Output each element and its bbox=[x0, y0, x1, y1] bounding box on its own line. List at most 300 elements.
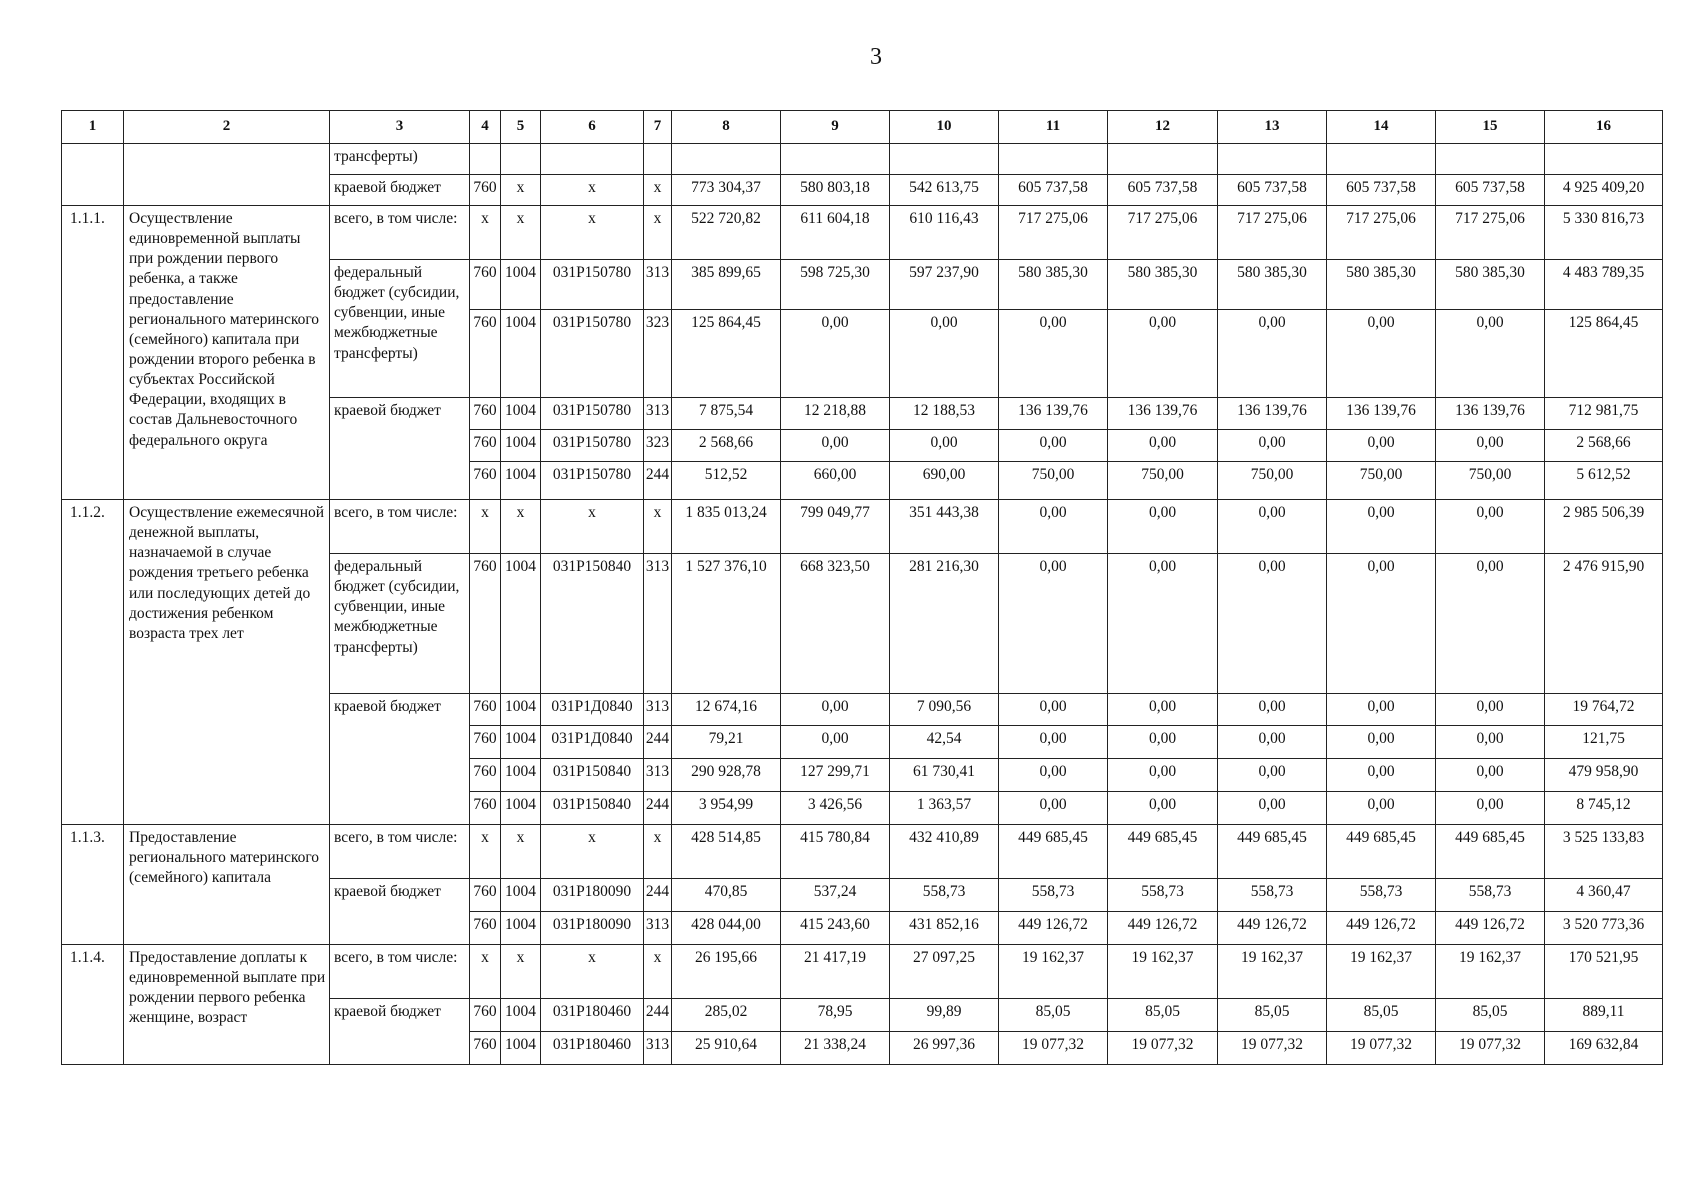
value-cell: 0,00 bbox=[781, 726, 890, 759]
source-cell: краевой бюджет bbox=[330, 694, 470, 825]
value-cell: 470,85 bbox=[672, 879, 781, 912]
value-cell: 0,00 bbox=[1108, 500, 1218, 554]
table-cell bbox=[541, 144, 644, 175]
value-cell: 0,00 bbox=[781, 310, 890, 398]
value-cell: 21 338,24 bbox=[781, 1032, 890, 1065]
source-cell: всего, в том числе: bbox=[330, 500, 470, 554]
column-header: 16 bbox=[1545, 111, 1663, 144]
value-cell: 660,00 bbox=[781, 462, 890, 500]
value-cell: 385 899,65 bbox=[672, 260, 781, 310]
source-cell: всего, в том числе: bbox=[330, 945, 470, 999]
value-cell: 750,00 bbox=[999, 462, 1108, 500]
code-cell: 760 bbox=[470, 726, 501, 759]
value-cell: 26 195,66 bbox=[672, 945, 781, 999]
code-cell: 031Р180090 bbox=[541, 879, 644, 912]
value-cell: 750,00 bbox=[1108, 462, 1218, 500]
table-cell bbox=[890, 144, 999, 175]
value-cell: 558,73 bbox=[999, 879, 1108, 912]
value-cell: 611 604,18 bbox=[781, 206, 890, 260]
value-cell: 285,02 bbox=[672, 999, 781, 1032]
value-cell: 3 525 133,83 bbox=[1545, 825, 1663, 879]
table-cell bbox=[1218, 144, 1327, 175]
code-cell: 760 bbox=[470, 912, 501, 945]
value-cell: 558,73 bbox=[890, 879, 999, 912]
value-cell: 0,00 bbox=[1108, 554, 1218, 694]
code-cell: 1004 bbox=[501, 398, 541, 430]
code-cell: 031Р150840 bbox=[541, 759, 644, 792]
code-cell: 760 bbox=[470, 792, 501, 825]
code-cell: 031Р150780 bbox=[541, 398, 644, 430]
value-cell: 351 443,38 bbox=[890, 500, 999, 554]
value-cell: 605 737,58 bbox=[1108, 175, 1218, 206]
value-cell: 0,00 bbox=[1218, 310, 1327, 398]
code-cell: 244 bbox=[644, 999, 672, 1032]
value-cell: 85,05 bbox=[1218, 999, 1327, 1032]
value-cell: 597 237,90 bbox=[890, 260, 999, 310]
code-cell: x bbox=[541, 175, 644, 206]
code-cell: 1004 bbox=[501, 1032, 541, 1065]
value-cell: 558,73 bbox=[1218, 879, 1327, 912]
value-cell: 432 410,89 bbox=[890, 825, 999, 879]
value-cell: 19 077,32 bbox=[1218, 1032, 1327, 1065]
value-cell: 0,00 bbox=[1327, 759, 1436, 792]
value-cell: 25 910,64 bbox=[672, 1032, 781, 1065]
source-cell: всего, в том числе: bbox=[330, 206, 470, 260]
value-cell: 605 737,58 bbox=[999, 175, 1108, 206]
value-cell: 605 737,58 bbox=[1327, 175, 1436, 206]
value-cell: 0,00 bbox=[1327, 792, 1436, 825]
value-cell: 0,00 bbox=[1436, 759, 1545, 792]
code-cell: 1004 bbox=[501, 726, 541, 759]
code-cell: 244 bbox=[644, 792, 672, 825]
section-name: Предоставление регионального материнского (семейного) капитала bbox=[124, 825, 330, 945]
value-cell: 19 162,37 bbox=[1327, 945, 1436, 999]
column-header: 4 bbox=[470, 111, 501, 144]
code-cell: 760 bbox=[470, 175, 501, 206]
table-body bbox=[62, 111, 1663, 1065]
value-cell: 0,00 bbox=[1108, 759, 1218, 792]
column-header: 1 bbox=[62, 111, 124, 144]
value-cell: 0,00 bbox=[1218, 500, 1327, 554]
value-cell: 21 417,19 bbox=[781, 945, 890, 999]
value-cell: 125 864,45 bbox=[1545, 310, 1663, 398]
code-cell: 1004 bbox=[501, 260, 541, 310]
value-cell: 449 126,72 bbox=[999, 912, 1108, 945]
code-cell: 1004 bbox=[501, 759, 541, 792]
value-cell: 580 803,18 bbox=[781, 175, 890, 206]
table-cell bbox=[62, 175, 124, 206]
table-cell bbox=[470, 144, 501, 175]
code-cell: x bbox=[501, 945, 541, 999]
value-cell: 537,24 bbox=[781, 879, 890, 912]
code-cell: x bbox=[644, 500, 672, 554]
code-cell: x bbox=[470, 206, 501, 260]
code-cell: x bbox=[501, 175, 541, 206]
value-cell: 580 385,30 bbox=[1218, 260, 1327, 310]
table-cell bbox=[1108, 144, 1218, 175]
column-header: 13 bbox=[1218, 111, 1327, 144]
value-cell: 26 997,36 bbox=[890, 1032, 999, 1065]
value-cell: 0,00 bbox=[999, 554, 1108, 694]
column-header: 6 bbox=[541, 111, 644, 144]
value-cell: 3 426,56 bbox=[781, 792, 890, 825]
code-cell: x bbox=[501, 500, 541, 554]
table-cell bbox=[672, 144, 781, 175]
table-cell bbox=[1545, 144, 1663, 175]
code-cell: 031Р150780 bbox=[541, 462, 644, 500]
code-cell: 031Р180460 bbox=[541, 1032, 644, 1065]
page-number: 3 bbox=[870, 44, 882, 70]
section-total-row bbox=[62, 825, 1663, 879]
value-cell: 449 126,72 bbox=[1218, 912, 1327, 945]
table-row bbox=[62, 144, 1663, 175]
code-cell: 313 bbox=[644, 759, 672, 792]
code-cell: 760 bbox=[470, 1032, 501, 1065]
value-cell: 85,05 bbox=[1327, 999, 1436, 1032]
value-cell: 0,00 bbox=[1327, 726, 1436, 759]
source-cell: краевой бюджет bbox=[330, 175, 470, 206]
value-cell: 0,00 bbox=[1436, 430, 1545, 462]
value-cell: 415 243,60 bbox=[781, 912, 890, 945]
value-cell: 0,00 bbox=[1327, 694, 1436, 726]
value-cell: 290 928,78 bbox=[672, 759, 781, 792]
code-cell: x bbox=[501, 206, 541, 260]
value-cell: 580 385,30 bbox=[1327, 260, 1436, 310]
section-total-row bbox=[62, 945, 1663, 999]
value-cell: 431 852,16 bbox=[890, 912, 999, 945]
code-cell: 760 bbox=[470, 554, 501, 694]
value-cell: 0,00 bbox=[1218, 792, 1327, 825]
value-cell: 1 527 376,10 bbox=[672, 554, 781, 694]
value-cell: 0,00 bbox=[999, 792, 1108, 825]
value-cell: 19 764,72 bbox=[1545, 694, 1663, 726]
code-cell: 031Р1Д0840 bbox=[541, 726, 644, 759]
value-cell: 3 520 773,36 bbox=[1545, 912, 1663, 945]
column-header: 5 bbox=[501, 111, 541, 144]
column-header: 3 bbox=[330, 111, 470, 144]
value-cell: 512,52 bbox=[672, 462, 781, 500]
code-cell: 1004 bbox=[501, 792, 541, 825]
value-cell: 0,00 bbox=[1436, 694, 1545, 726]
table-cell bbox=[124, 144, 330, 175]
code-cell: 1004 bbox=[501, 694, 541, 726]
code-cell: x bbox=[541, 945, 644, 999]
value-cell: 0,00 bbox=[1218, 759, 1327, 792]
table-cell bbox=[999, 144, 1108, 175]
value-cell: 3 954,99 bbox=[672, 792, 781, 825]
value-cell: 0,00 bbox=[1108, 694, 1218, 726]
value-cell: 2 568,66 bbox=[1545, 430, 1663, 462]
value-cell: 19 162,37 bbox=[1218, 945, 1327, 999]
value-cell: 19 077,32 bbox=[1327, 1032, 1436, 1065]
value-cell: 121,75 bbox=[1545, 726, 1663, 759]
value-cell: 85,05 bbox=[1108, 999, 1218, 1032]
value-cell: 449 126,72 bbox=[1436, 912, 1545, 945]
value-cell: 799 049,77 bbox=[781, 500, 890, 554]
value-cell: 42,54 bbox=[890, 726, 999, 759]
value-cell: 889,11 bbox=[1545, 999, 1663, 1032]
value-cell: 0,00 bbox=[1327, 430, 1436, 462]
column-header: 10 bbox=[890, 111, 999, 144]
value-cell: 2 476 915,90 bbox=[1545, 554, 1663, 694]
value-cell: 19 162,37 bbox=[999, 945, 1108, 999]
value-cell: 0,00 bbox=[1108, 726, 1218, 759]
value-cell: 0,00 bbox=[1218, 726, 1327, 759]
code-cell: x bbox=[644, 825, 672, 879]
value-cell: 85,05 bbox=[999, 999, 1108, 1032]
code-cell: x bbox=[470, 825, 501, 879]
code-cell: x bbox=[470, 500, 501, 554]
value-cell: 169 632,84 bbox=[1545, 1032, 1663, 1065]
code-cell: 760 bbox=[470, 430, 501, 462]
source-cell: всего, в том числе: bbox=[330, 825, 470, 879]
value-cell: 449 685,45 bbox=[1108, 825, 1218, 879]
value-cell: 449 685,45 bbox=[1436, 825, 1545, 879]
value-cell: 522 720,82 bbox=[672, 206, 781, 260]
value-cell: 85,05 bbox=[1436, 999, 1545, 1032]
value-cell: 558,73 bbox=[1108, 879, 1218, 912]
code-cell: 760 bbox=[470, 462, 501, 500]
value-cell: 136 139,76 bbox=[1327, 398, 1436, 430]
code-cell: 031Р1Д0840 bbox=[541, 694, 644, 726]
code-cell: 031Р180090 bbox=[541, 912, 644, 945]
value-cell: 0,00 bbox=[890, 430, 999, 462]
value-cell: 0,00 bbox=[1108, 430, 1218, 462]
code-cell: x bbox=[644, 206, 672, 260]
code-cell: 031Р150780 bbox=[541, 260, 644, 310]
value-cell: 580 385,30 bbox=[1108, 260, 1218, 310]
value-cell: 19 077,32 bbox=[1436, 1032, 1545, 1065]
code-cell: 031Р180460 bbox=[541, 999, 644, 1032]
code-cell: 323 bbox=[644, 310, 672, 398]
value-cell: 7 090,56 bbox=[890, 694, 999, 726]
code-cell: 031Р150840 bbox=[541, 792, 644, 825]
section-number: 1.1.1. bbox=[62, 206, 124, 500]
value-cell: 449 685,45 bbox=[1327, 825, 1436, 879]
section-total-row bbox=[62, 500, 1663, 554]
column-header: 7 bbox=[644, 111, 672, 144]
code-cell: 031Р150780 bbox=[541, 430, 644, 462]
value-cell: 750,00 bbox=[1327, 462, 1436, 500]
value-cell: 19 162,37 bbox=[1108, 945, 1218, 999]
code-cell: 1004 bbox=[501, 912, 541, 945]
value-cell: 19 162,37 bbox=[1436, 945, 1545, 999]
code-cell: 760 bbox=[470, 759, 501, 792]
value-cell: 5 330 816,73 bbox=[1545, 206, 1663, 260]
code-cell: 760 bbox=[470, 260, 501, 310]
value-cell: 0,00 bbox=[1327, 310, 1436, 398]
code-cell: 1004 bbox=[501, 430, 541, 462]
code-cell: x bbox=[541, 500, 644, 554]
source-cell: федеральный бюджет (субсидии, субвенции, иные межбюджетные трансферты) bbox=[330, 554, 470, 694]
code-cell: x bbox=[644, 175, 672, 206]
value-cell: 0,00 bbox=[1436, 726, 1545, 759]
column-header: 15 bbox=[1436, 111, 1545, 144]
table-cell bbox=[781, 144, 890, 175]
code-cell: 1004 bbox=[501, 554, 541, 694]
value-cell: 717 275,06 bbox=[1436, 206, 1545, 260]
table-cell bbox=[644, 144, 672, 175]
value-cell: 2 985 506,39 bbox=[1545, 500, 1663, 554]
column-header: 14 bbox=[1327, 111, 1436, 144]
source-cell: трансферты) bbox=[330, 144, 470, 175]
value-cell: 4 360,47 bbox=[1545, 879, 1663, 912]
value-cell: 750,00 bbox=[1436, 462, 1545, 500]
value-cell: 0,00 bbox=[1108, 310, 1218, 398]
value-cell: 428 044,00 bbox=[672, 912, 781, 945]
column-header: 12 bbox=[1108, 111, 1218, 144]
value-cell: 0,00 bbox=[1218, 430, 1327, 462]
code-cell: 760 bbox=[470, 398, 501, 430]
value-cell: 281 216,30 bbox=[890, 554, 999, 694]
value-cell: 0,00 bbox=[1218, 554, 1327, 694]
value-cell: 773 304,37 bbox=[672, 175, 781, 206]
value-cell: 449 126,72 bbox=[1327, 912, 1436, 945]
source-cell: краевой бюджет bbox=[330, 398, 470, 500]
code-cell: 1004 bbox=[501, 310, 541, 398]
value-cell: 8 745,12 bbox=[1545, 792, 1663, 825]
column-header: 8 bbox=[672, 111, 781, 144]
value-cell: 610 116,43 bbox=[890, 206, 999, 260]
value-cell: 558,73 bbox=[1327, 879, 1436, 912]
value-cell: 717 275,06 bbox=[999, 206, 1108, 260]
value-cell: 580 385,30 bbox=[1436, 260, 1545, 310]
table-cell bbox=[501, 144, 541, 175]
column-header: 11 bbox=[999, 111, 1108, 144]
code-cell: x bbox=[644, 945, 672, 999]
code-cell: 244 bbox=[644, 462, 672, 500]
value-cell: 136 139,76 bbox=[1218, 398, 1327, 430]
value-cell: 717 275,06 bbox=[1218, 206, 1327, 260]
section-name: Осуществление единовременной выплаты при рождении первого ребенка, а также предоставление регионального материнского (семейного) капитала при рождении второго ребенка в субъектах Российской Федерации, входящих в состав Дальневосточного федерального округа bbox=[124, 206, 330, 500]
code-cell: x bbox=[501, 825, 541, 879]
section-total-row bbox=[62, 206, 1663, 260]
value-cell: 19 077,32 bbox=[999, 1032, 1108, 1065]
code-cell: x bbox=[541, 206, 644, 260]
section-number: 1.1.2. bbox=[62, 500, 124, 825]
value-cell: 12 218,88 bbox=[781, 398, 890, 430]
value-cell: 0,00 bbox=[781, 430, 890, 462]
section-number: 1.1.3. bbox=[62, 825, 124, 945]
code-cell: 760 bbox=[470, 999, 501, 1032]
value-cell: 4 925 409,20 bbox=[1545, 175, 1663, 206]
value-cell: 0,00 bbox=[1436, 500, 1545, 554]
table-cell bbox=[1436, 144, 1545, 175]
value-cell: 0,00 bbox=[1218, 694, 1327, 726]
value-cell: 605 737,58 bbox=[1436, 175, 1545, 206]
source-cell: краевой бюджет bbox=[330, 999, 470, 1065]
value-cell: 0,00 bbox=[999, 694, 1108, 726]
code-cell: 760 bbox=[470, 694, 501, 726]
value-cell: 0,00 bbox=[999, 726, 1108, 759]
value-cell: 0,00 bbox=[890, 310, 999, 398]
code-cell: 313 bbox=[644, 694, 672, 726]
value-cell: 415 780,84 bbox=[781, 825, 890, 879]
value-cell: 449 685,45 bbox=[999, 825, 1108, 879]
table-cell bbox=[62, 144, 124, 175]
value-cell: 428 514,85 bbox=[672, 825, 781, 879]
value-cell: 136 139,76 bbox=[999, 398, 1108, 430]
value-cell: 78,95 bbox=[781, 999, 890, 1032]
code-cell: 244 bbox=[644, 879, 672, 912]
table-cell bbox=[124, 175, 330, 206]
value-cell: 0,00 bbox=[781, 694, 890, 726]
column-header: 9 bbox=[781, 111, 890, 144]
header-row bbox=[62, 111, 1663, 144]
value-cell: 99,89 bbox=[890, 999, 999, 1032]
value-cell: 79,21 bbox=[672, 726, 781, 759]
value-cell: 0,00 bbox=[999, 759, 1108, 792]
code-cell: 1004 bbox=[501, 999, 541, 1032]
section-number: 1.1.4. bbox=[62, 945, 124, 1065]
value-cell: 136 139,76 bbox=[1108, 398, 1218, 430]
code-cell: 313 bbox=[644, 398, 672, 430]
value-cell: 712 981,75 bbox=[1545, 398, 1663, 430]
value-cell: 449 685,45 bbox=[1218, 825, 1327, 879]
value-cell: 479 958,90 bbox=[1545, 759, 1663, 792]
value-cell: 598 725,30 bbox=[781, 260, 890, 310]
value-cell: 0,00 bbox=[1327, 554, 1436, 694]
value-cell: 668 323,50 bbox=[781, 554, 890, 694]
column-header: 2 bbox=[124, 111, 330, 144]
value-cell: 27 097,25 bbox=[890, 945, 999, 999]
code-cell: 031Р150840 bbox=[541, 554, 644, 694]
code-cell: 1004 bbox=[501, 462, 541, 500]
value-cell: 19 077,32 bbox=[1108, 1032, 1218, 1065]
value-cell: 2 568,66 bbox=[672, 430, 781, 462]
code-cell: 760 bbox=[470, 879, 501, 912]
value-cell: 717 275,06 bbox=[1108, 206, 1218, 260]
value-cell: 170 521,95 bbox=[1545, 945, 1663, 999]
section-name: Осуществление ежемесячной денежной выплаты, назначаемой в случае рождения третьего ребенка или последующих детей до достижения ребенком возраста трех лет bbox=[124, 500, 330, 825]
value-cell: 0,00 bbox=[999, 500, 1108, 554]
code-cell: 244 bbox=[644, 726, 672, 759]
value-cell: 125 864,45 bbox=[672, 310, 781, 398]
value-cell: 605 737,58 bbox=[1218, 175, 1327, 206]
section-name: Предоставление доплаты к единовременной выплате при рождении первого ребенка женщине, возраст bbox=[124, 945, 330, 1065]
code-cell: 313 bbox=[644, 554, 672, 694]
code-cell: 313 bbox=[644, 1032, 672, 1065]
code-cell: 760 bbox=[470, 310, 501, 398]
source-cell: федеральный бюджет (субсидии, субвенции, иные межбюджетные трансферты) bbox=[330, 260, 470, 398]
code-cell: 313 bbox=[644, 260, 672, 310]
value-cell: 542 613,75 bbox=[890, 175, 999, 206]
value-cell: 690,00 bbox=[890, 462, 999, 500]
value-cell: 0,00 bbox=[1436, 554, 1545, 694]
value-cell: 7 875,54 bbox=[672, 398, 781, 430]
value-cell: 61 730,41 bbox=[890, 759, 999, 792]
budget-table bbox=[61, 110, 1663, 1065]
value-cell: 12 188,53 bbox=[890, 398, 999, 430]
value-cell: 0,00 bbox=[1436, 792, 1545, 825]
value-cell: 0,00 bbox=[1327, 500, 1436, 554]
code-cell: 323 bbox=[644, 430, 672, 462]
value-cell: 127 299,71 bbox=[781, 759, 890, 792]
table-row bbox=[62, 175, 1663, 206]
value-cell: 0,00 bbox=[1436, 310, 1545, 398]
value-cell: 717 275,06 bbox=[1327, 206, 1436, 260]
code-cell: 1004 bbox=[501, 879, 541, 912]
value-cell: 0,00 bbox=[999, 310, 1108, 398]
code-cell: 031Р150780 bbox=[541, 310, 644, 398]
code-cell: x bbox=[541, 825, 644, 879]
code-cell: 313 bbox=[644, 912, 672, 945]
value-cell: 558,73 bbox=[1436, 879, 1545, 912]
value-cell: 136 139,76 bbox=[1436, 398, 1545, 430]
value-cell: 4 483 789,35 bbox=[1545, 260, 1663, 310]
value-cell: 5 612,52 bbox=[1545, 462, 1663, 500]
value-cell: 0,00 bbox=[999, 430, 1108, 462]
